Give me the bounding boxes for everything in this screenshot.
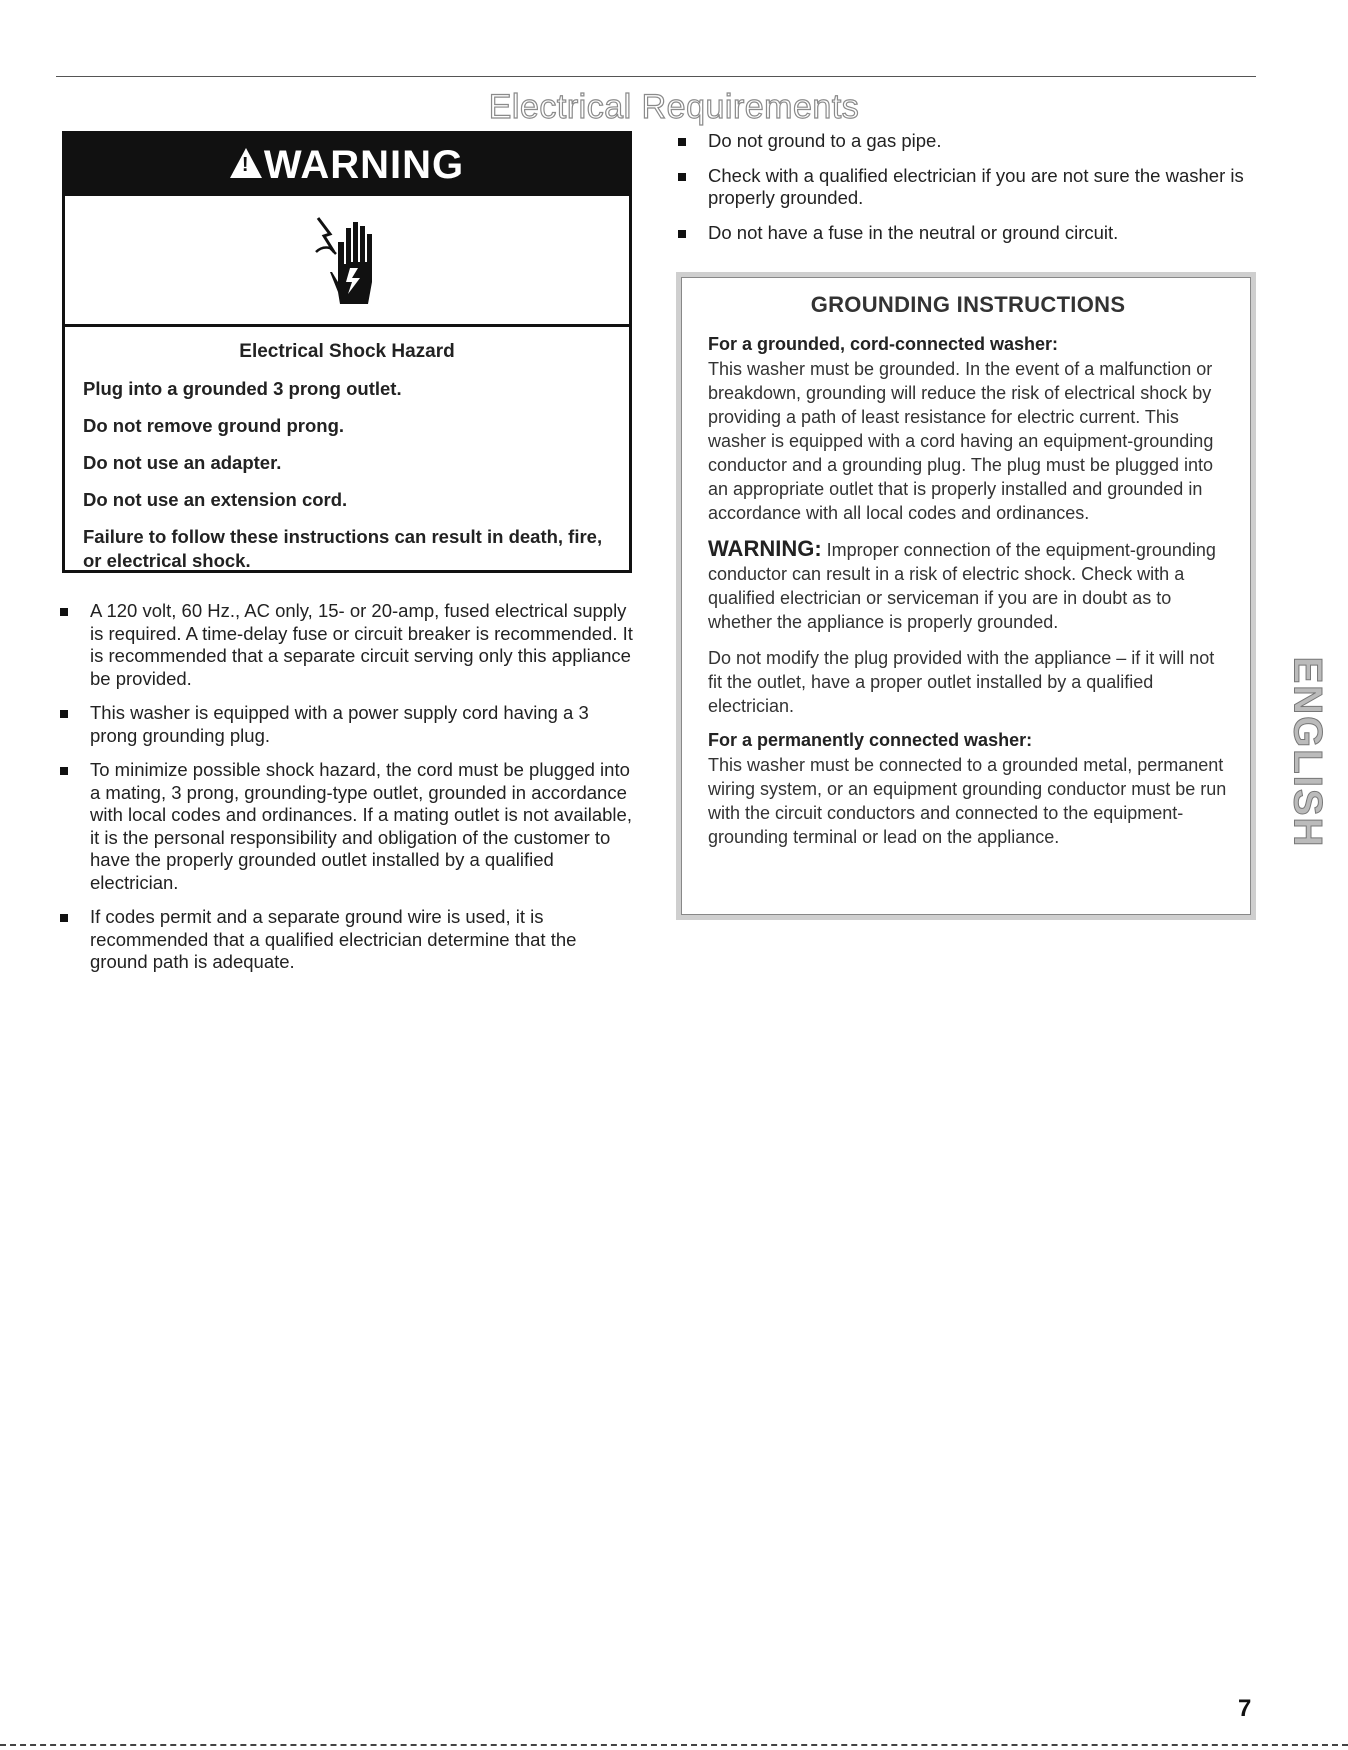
permanent-subtitle: For a permanently connected washer: <box>708 730 1033 750</box>
list-item <box>676 130 1256 153</box>
list-item-text: This washer is equipped with a power supply cord having a 3 prong grounding plug. <box>90 702 589 746</box>
warning-line: Failure to follow these instructions can result in death, fire, or electrical shock. <box>83 526 603 571</box>
grounding-title: GROUNDING INSTRUCTIONS <box>810 292 1126 317</box>
list-item <box>58 759 638 894</box>
list-item <box>58 600 638 690</box>
list-item <box>676 165 1256 210</box>
icon-area <box>65 196 629 327</box>
grounding-warning-label: WARNING: <box>708 536 822 561</box>
bullet-icon <box>60 914 68 922</box>
electrical-shock-hand-icon <box>312 212 382 308</box>
grounding-warning-text: Improper connection of the equipment-grounding conductor can result in a risk of electric shock. Check with a qualified electrician or serviceman if you are in doubt as to whether the appliance is properly grounded. <box>708 540 1216 632</box>
left-bullet-list <box>58 600 638 986</box>
page-number: 7 <box>1238 1695 1252 1722</box>
warning-header-label: WARNING <box>263 142 465 187</box>
section-title: Electrical Requirements <box>488 88 860 126</box>
list-item-text: To minimize possible shock hazard, the cord must be plugged into a mating, 3 prong, grounding-type outlet, grounded in accordance with local codes and ordinances. If a mating outlet is not available, it is the personal responsibility and obligation of the customer to have the properly grounded outlet installed by a qualified electrician. <box>90 759 632 893</box>
language-side-tab <box>1284 628 1330 876</box>
modify-plug-text: Do not modify the plug provided with the appliance – if it will not fit the outlet, have a proper outlet installed by a qualified electrician. <box>708 648 1215 716</box>
alert-triangle-icon <box>230 148 262 178</box>
warning-body <box>65 327 629 573</box>
bullet-icon <box>678 138 686 146</box>
top-rule <box>56 76 1256 77</box>
list-item <box>676 222 1256 245</box>
cord-connected-subtitle: For a grounded, cord-connected washer: <box>708 334 1059 354</box>
list-item-text: If codes permit and a separate ground wire is used, it is recommended that a qualified electrician determine that the ground path is adequate. <box>90 906 577 972</box>
warning-header <box>65 134 629 196</box>
right-bullet-list <box>676 130 1256 256</box>
warning-box <box>62 131 632 573</box>
warning-line: Do not remove ground prong. <box>83 415 345 436</box>
bottom-rule <box>0 1744 1348 1746</box>
bullet-icon <box>60 710 68 718</box>
bullet-icon <box>60 767 68 775</box>
list-item-text: Check with a qualified electrician if you are not sure the washer is properly grounded. <box>708 164 1244 208</box>
cord-connected-text: This washer must be grounded. In the event of a malfunction or breakdown, grounding will reduce the risk of electrical shock by providing a path of least resistance for electric current. This washer is equipped with a cord having an equipment-grounding conductor and a grounding plug. The plug must be plugged into an appropriate outlet that is properly installed and grounded in accordance with all local codes and ordinances. <box>708 359 1214 523</box>
list-item <box>58 906 638 974</box>
bullet-icon <box>678 173 686 181</box>
list-item <box>58 702 638 747</box>
grounding-warning-paragraph <box>708 537 1228 634</box>
warning-line: Do not use an adapter. <box>83 452 282 473</box>
bullet-icon <box>60 608 68 616</box>
list-item-text: Do not have a fuse in the neutral or ground circuit. <box>708 221 1119 243</box>
list-item-text: Do not ground to a gas pipe. <box>708 130 942 151</box>
warning-line: Do not use an extension cord. <box>83 489 348 510</box>
list-item-text: A 120 volt, 60 Hz., AC only, 15- or 20-amp, fused electrical supply is required. A time-delay fuse or circuit breaker is recommended. It is recommended that a separate circuit serving only this appliance be provided. <box>90 600 633 689</box>
grounding-instructions-box <box>676 272 1256 920</box>
bullet-icon <box>678 230 686 238</box>
permanent-text: This washer must be connected to a grounded metal, permanent wiring system, or an equipment grounding conductor must be run with the circuit conductors and connected to the equipment-grounding terminal or lead on the appliance. <box>708 755 1227 847</box>
language-side-tab-label: ENGLISH <box>1285 656 1330 848</box>
hazard-title: Electrical Shock Hazard <box>239 341 455 362</box>
warning-line: Plug into a grounded 3 prong outlet. <box>83 378 402 399</box>
